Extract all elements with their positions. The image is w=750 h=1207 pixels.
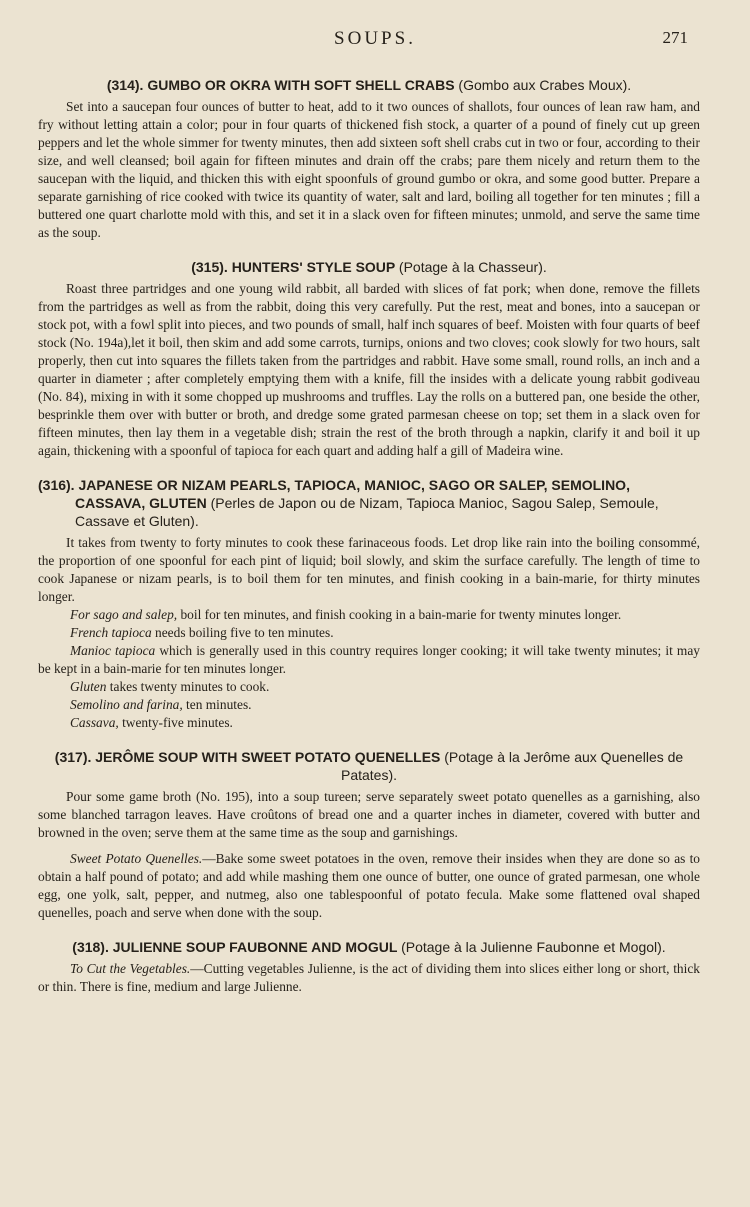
recipe-heading bbox=[38, 476, 700, 530]
variant-term: Semolino and farina, bbox=[70, 697, 183, 712]
recipe-318 bbox=[38, 938, 700, 996]
recipe-316 bbox=[38, 476, 700, 732]
recipe-french-title: (Potage à la Chasseur). bbox=[398, 259, 547, 275]
variant-term: French tapioca bbox=[70, 625, 152, 640]
variant-text: boil for ten minutes, and finish cooking in a bain-marie for twenty minutes longer. bbox=[177, 607, 622, 622]
recipe-variant bbox=[38, 642, 700, 678]
recipe-paragraph: Set into a saucepan four ounces of butter to heat, add to it two ounces of shallots, four ounces of lean raw ham, and fry without letting attain a color; pour in four quarts of thickened fish stock, a quarter of a pound of finely cut up green peppers and let the whole simmer for twenty minutes, then add sixteen soft shell crabs cut in two or four, according to their size, and well cleansed; boil again for fifteen minutes and drain off the crabs; pare them nicely and return them to the saucepan with the liquid, and thicken this with eight spoonfuls of ground gumbo or okra, and some good butter. Prepare a separate garnishing of rice cooked with twice its quantity of water, salt and lard, boiling all together for ten minutes ; fill a buttered one quart charlotte mold with this, and set it in a slack oven for fifteen minutes; unmold, and serve the same time as the soup. bbox=[38, 99, 700, 240]
recipe-number: (318). bbox=[72, 939, 109, 955]
recipe-315 bbox=[38, 258, 700, 460]
variant-text: needs boiling five to ten minutes. bbox=[151, 625, 334, 640]
recipe-subrecipe bbox=[38, 960, 700, 996]
recipe-heading bbox=[38, 748, 700, 784]
recipe-number: (314). bbox=[106, 77, 144, 93]
recipe-subrecipe bbox=[38, 850, 700, 922]
variant-term: Manioc tapioca bbox=[70, 643, 156, 658]
subrecipe-term: Sweet Potato Quenelles. bbox=[70, 851, 203, 866]
variant-term: Gluten bbox=[70, 679, 107, 694]
recipe-variant bbox=[38, 678, 700, 696]
recipe-number: (316). bbox=[38, 477, 75, 493]
running-header bbox=[0, 28, 750, 58]
recipe-314 bbox=[38, 76, 700, 242]
recipe-title: JULIENNE SOUP FAUBONNE AND MOGUL bbox=[112, 939, 398, 955]
variant-text: takes twenty minutes to cook. bbox=[106, 679, 270, 694]
recipe-number: (317). bbox=[54, 749, 92, 765]
page-content bbox=[38, 76, 700, 1012]
recipe-title: JAPANESE OR NIZAM PEARLS, TAPIOCA, MANIOC, SAGO OR SALEP, SEMOLINO, bbox=[78, 477, 630, 493]
variant-term: For sago and salep, bbox=[70, 607, 178, 622]
recipe-variant bbox=[38, 624, 700, 642]
recipe-317 bbox=[38, 748, 700, 922]
recipe-number: (315). bbox=[191, 259, 228, 275]
recipe-french-title: (Potage à la Julienne Faubonne et Mogol). bbox=[401, 939, 666, 955]
recipe-variant bbox=[38, 714, 700, 732]
subrecipe-text: —Cutting vegetables Julienne, is the act of dividing them into slices either long or short, thick or thin. There is fine, medium and large Julienne. bbox=[38, 961, 700, 994]
recipe-paragraph: Roast three partridges and one young wild rabbit, all barded with slices of fat pork; when done, remove the fillets from the partridges as well as from the rabbit, doing this very carefully. Put the rest, meat and bones, into a saucepan or stock pot, with a fowl split into pieces, and two pounds of small, half inch squares of beef. Moisten with four quarts of beef stock (No. 194a),let it boil, then skim and add some carrots, turnips, onions and two cloves; cook slowly for two hours, salt properly, then cut into squares the fillets taken from the partridges and rabbit. Have some small, round rolls, an inch and a quarter in diameter ; after completely emptying them with a knife, fill the insides with a delicate young rabbit godiveau (No. 84), mixing in with it some chopped up mushrooms and truffles. Lay the rolls on a buttered pan, one beside the other, besprinkle them over with butter or broth, and dredge some grated parmesan cheese on top; set them in a slack oven for fifteen minutes, then lay them in a vegetable dish; strain the rest of the broth through a napkin, clarify it and boil it up again, thickening with a spoonful of tapioca for each quart and adding half a gill of Madeira wine. bbox=[38, 281, 700, 458]
variant-term: Cassava, bbox=[70, 715, 119, 730]
recipe-french-title: (Perles de Japon ou de Nizam, Tapioca Manioc, Sagou Salep, Semoule, Cassave et Gluten). bbox=[75, 495, 659, 529]
recipe-heading bbox=[38, 258, 700, 276]
variant-text: which is generally used in this country requires longer cooking; it will take twenty minutes; it may be kept in a bain-marie for ten minutes longer. bbox=[38, 643, 700, 676]
running-title: SOUPS. bbox=[334, 28, 416, 49]
recipe-variant bbox=[38, 696, 700, 714]
subrecipe-text: —Bake some sweet potatoes in the oven, remove their insides when they are done so as to obtain a half pound of potato; and add while mashing them one ounce of butter, one ounce of grated parmesan, one whole egg, one yolk, salt, pepper, and nutmeg, also one tablespoonful of potato fecula. Make some flattened oval shaped quenelles, poach and serve when done with the soup. bbox=[38, 851, 701, 920]
recipe-title: GUMBO OR OKRA WITH SOFT SHELL CRABS bbox=[147, 77, 455, 93]
recipe-title: HUNTERS' STYLE SOUP bbox=[231, 259, 396, 275]
recipe-french-title: (Gombo aux Crabes Moux). bbox=[458, 77, 632, 93]
variant-text: twenty-five minutes. bbox=[118, 715, 233, 730]
recipe-heading bbox=[38, 938, 700, 956]
recipe-french-title: (Potage à la Jerôme aux Quenelles de Patates). bbox=[340, 749, 684, 783]
recipe-heading bbox=[38, 76, 700, 94]
page-number: 271 bbox=[662, 28, 688, 47]
recipe-paragraph: It takes from twenty to forty minutes to cook these farinaceous foods. Let drop like rain into the boiling consommé, the proportion of one spoonful for each pint of liquid; boil slowly, and skim the surface carefully. The length of time to cook Japanese or nizam pearls, is to boil them for ten minutes, and finish cooking in a bain-marie, for thirty minutes longer. bbox=[38, 535, 700, 604]
subrecipe-term: To Cut the Vegetables. bbox=[70, 961, 191, 976]
recipe-paragraph: Pour some game broth (No. 195), into a soup tureen; serve separately sweet potato quenelles as a garnishing, also some blanched tarragon leaves. Have croûtons of bread one and a quarter inches in diameter, covered with butter and browned in the oven; serve them at the same time as the soup and garnishings. bbox=[38, 789, 700, 840]
recipe-title-continued: CASSAVA, GLUTEN bbox=[75, 495, 207, 511]
recipe-variant bbox=[38, 606, 700, 624]
recipe-title: JERÔME SOUP WITH SWEET POTATO QUENELLES bbox=[95, 749, 441, 765]
variant-text: ten minutes. bbox=[182, 697, 252, 712]
